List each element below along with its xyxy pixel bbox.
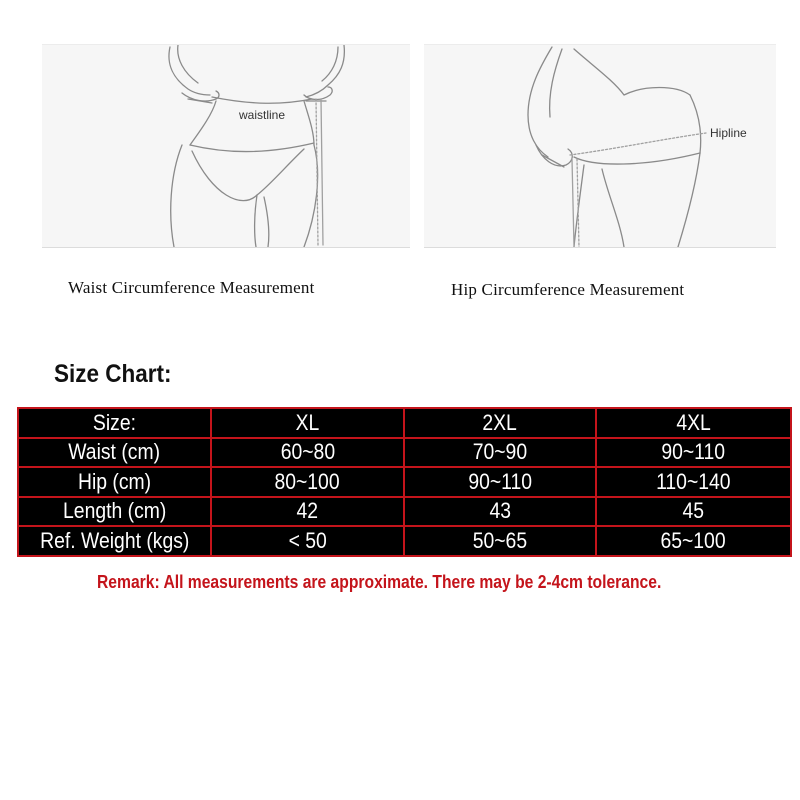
table-cell: 90~110 [404, 467, 596, 497]
waist-measurement-illustration [42, 44, 410, 248]
table-cell: Ref. Weight (kgs) [18, 526, 211, 556]
table-cell: 65~100 [596, 526, 791, 556]
table-cell: 60~80 [211, 438, 404, 468]
hipline-label: Hipline [710, 126, 747, 140]
size-chart-table [17, 407, 792, 557]
table-row [18, 497, 791, 527]
table-cell: 45 [596, 497, 791, 527]
table-row [18, 467, 791, 497]
table-cell: 2XL [404, 408, 596, 438]
table-cell: 4XL [596, 408, 791, 438]
table-cell: 43 [404, 497, 596, 527]
waistline-label: waistline [239, 108, 286, 122]
table-row [18, 438, 791, 468]
size-header-row [18, 408, 791, 438]
table-row [18, 526, 791, 556]
hip-measurement-illustration [424, 44, 776, 248]
table-cell: Size: [18, 408, 211, 438]
hip-caption: Hip Circumference Measurement [451, 280, 685, 299]
tolerance-remark: Remark: All measurements are approximate. There may be 2-4cm tolerance. [97, 572, 662, 592]
table-cell: 110~140 [596, 467, 791, 497]
table-cell: 42 [211, 497, 404, 527]
waist-caption: Waist Circumference Measurement [68, 278, 315, 297]
table-cell: Length (cm) [18, 497, 211, 527]
table-cell: 90~110 [596, 438, 791, 468]
waist-figure-icon [42, 45, 410, 247]
table-cell: 70~90 [404, 438, 596, 468]
table-cell: Hip (cm) [18, 467, 211, 497]
table-cell: Waist (cm) [18, 438, 211, 468]
size-chart-heading: Size Chart: [54, 360, 172, 388]
table-cell: 80~100 [211, 467, 404, 497]
hip-figure-icon [424, 45, 776, 247]
table-cell: 50~65 [404, 526, 596, 556]
table-cell: < 50 [211, 526, 404, 556]
table-cell: XL [211, 408, 404, 438]
